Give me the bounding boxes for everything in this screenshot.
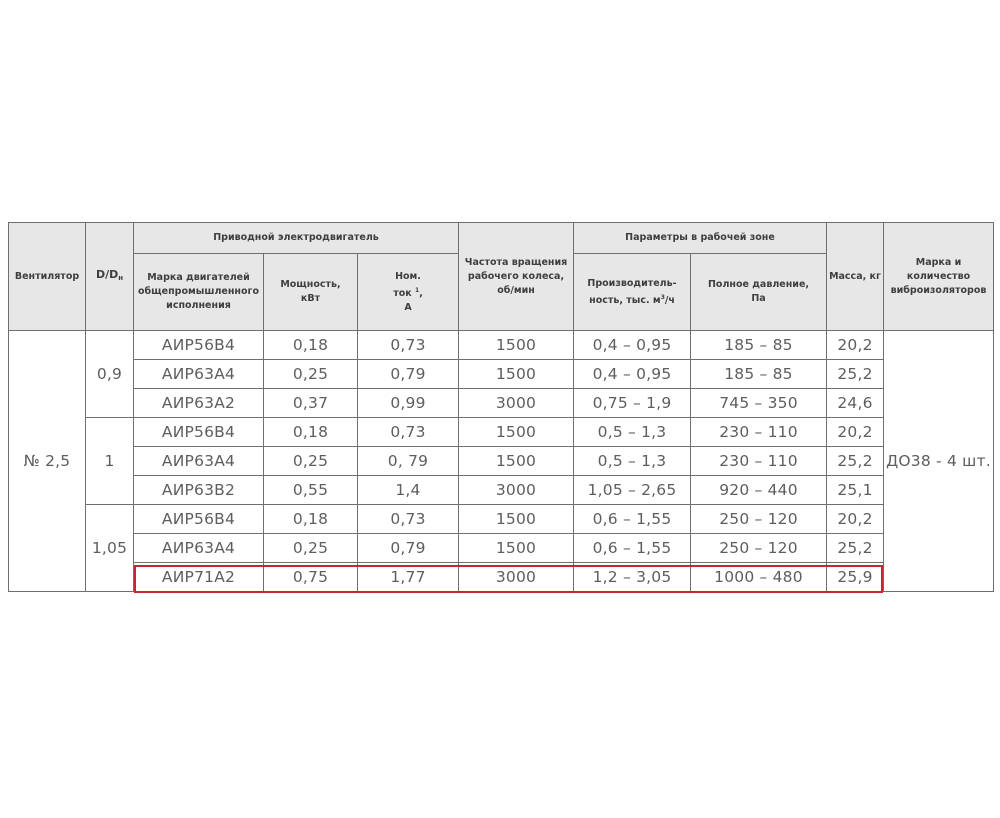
capacity-cell: 0,6 – 1,55: [574, 505, 691, 534]
speed-cell: 3000: [459, 389, 574, 418]
mass-cell: 20,2: [827, 331, 884, 360]
pressure-cell: 185 – 85: [691, 331, 827, 360]
current-cell: 0,99: [358, 389, 459, 418]
power-cell: 0,37: [264, 389, 358, 418]
header-power: Мощность, кВт: [264, 254, 358, 331]
capacity-cell: 0,6 – 1,55: [574, 534, 691, 563]
current-cell: 1,77: [358, 563, 459, 592]
header-speed: Частота вращения рабочего колеса, об/мин: [459, 223, 574, 331]
motor-cell: АИР71А2: [134, 563, 264, 592]
capacity-cell: 0,5 – 1,3: [574, 418, 691, 447]
capacity-cell: 0,4 – 0,95: [574, 360, 691, 389]
pressure-cell: 250 – 120: [691, 534, 827, 563]
header-current: Ном. ток $^1$, А: [358, 254, 459, 331]
pressure-cell: 920 – 440: [691, 476, 827, 505]
motor-cell: АИР56В4: [134, 505, 264, 534]
table-row: [9, 418, 994, 447]
current-cell: 0,73: [358, 418, 459, 447]
dd-cell: 1,05: [86, 505, 134, 592]
header-motor-group: Приводной электродвигатель: [134, 223, 459, 254]
fan-spec-table: [8, 222, 994, 592]
fan-spec-table-wrapper: [8, 222, 994, 592]
pressure-cell: 185 – 85: [691, 360, 827, 389]
mass-cell: 20,2: [827, 505, 884, 534]
mass-cell: 20,2: [827, 418, 884, 447]
dd-cell: 0,9: [86, 331, 134, 418]
header-dd: $D/D_н$: [86, 223, 134, 331]
table-row: [9, 505, 994, 534]
power-cell: 0,75: [264, 563, 358, 592]
table-row: [9, 389, 994, 418]
power-cell: 0,18: [264, 331, 358, 360]
header-params-group: Параметры в рабочей зоне: [574, 223, 827, 254]
mass-cell: 25,2: [827, 447, 884, 476]
power-cell: 0,25: [264, 534, 358, 563]
capacity-cell: 1,05 – 2,65: [574, 476, 691, 505]
table-row: [9, 447, 994, 476]
speed-cell: 3000: [459, 476, 574, 505]
motor-cell: АИР63А2: [134, 389, 264, 418]
mass-cell: 25,2: [827, 534, 884, 563]
dd-cell: 1: [86, 418, 134, 505]
speed-cell: 1500: [459, 360, 574, 389]
speed-cell: 1500: [459, 447, 574, 476]
pressure-cell: 230 – 110: [691, 418, 827, 447]
motor-cell: АИР63А4: [134, 360, 264, 389]
table-row: [9, 476, 994, 505]
power-cell: 0,18: [264, 418, 358, 447]
current-cell: 0,73: [358, 331, 459, 360]
capacity-cell: 0,5 – 1,3: [574, 447, 691, 476]
header-mass: Масса, кг: [827, 223, 884, 331]
capacity-cell: 0,4 – 0,95: [574, 331, 691, 360]
speed-cell: 1500: [459, 418, 574, 447]
isolators-cell: ДО38 - 4 шт.: [884, 331, 994, 592]
motor-cell: АИР63А4: [134, 447, 264, 476]
motor-cell: АИР56В4: [134, 418, 264, 447]
speed-cell: 1500: [459, 534, 574, 563]
mass-cell: 25,2: [827, 360, 884, 389]
current-cell: 0, 79: [358, 447, 459, 476]
current-cell: 0,79: [358, 360, 459, 389]
current-cell: 1,4: [358, 476, 459, 505]
pressure-cell: 250 – 120: [691, 505, 827, 534]
current-cell: 0,73: [358, 505, 459, 534]
speed-cell: 1500: [459, 331, 574, 360]
fan-cell: № 2,5: [9, 331, 86, 592]
pressure-cell: 1000 – 480: [691, 563, 827, 592]
header-fan: Вентилятор: [9, 223, 86, 331]
table-row: [9, 360, 994, 389]
mass-cell: 25,9: [827, 563, 884, 592]
table-row: [9, 331, 994, 360]
power-cell: 0,25: [264, 360, 358, 389]
capacity-cell: 1,2 – 3,05: [574, 563, 691, 592]
table-row-highlighted: [9, 563, 994, 592]
header-isolators: Марка и количество виброизоляторов: [884, 223, 994, 331]
speed-cell: 3000: [459, 563, 574, 592]
power-cell: 0,55: [264, 476, 358, 505]
header-motor-brand: Марка двигателей общепромышленного исполнения: [134, 254, 264, 331]
pressure-cell: 230 – 110: [691, 447, 827, 476]
header-pressure: Полное давление, Па: [691, 254, 827, 331]
mass-cell: 25,1: [827, 476, 884, 505]
power-cell: 0,18: [264, 505, 358, 534]
header-capacity: Производитель-ность, тыс. $м^3/ч$: [574, 254, 691, 331]
mass-cell: 24,6: [827, 389, 884, 418]
power-cell: 0,25: [264, 447, 358, 476]
current-cell: 0,79: [358, 534, 459, 563]
table-row: [9, 534, 994, 563]
motor-cell: АИР56В4: [134, 331, 264, 360]
motor-cell: АИР63А4: [134, 534, 264, 563]
motor-cell: АИР63В2: [134, 476, 264, 505]
pressure-cell: 745 – 350: [691, 389, 827, 418]
speed-cell: 1500: [459, 505, 574, 534]
capacity-cell: 0,75 – 1,9: [574, 389, 691, 418]
